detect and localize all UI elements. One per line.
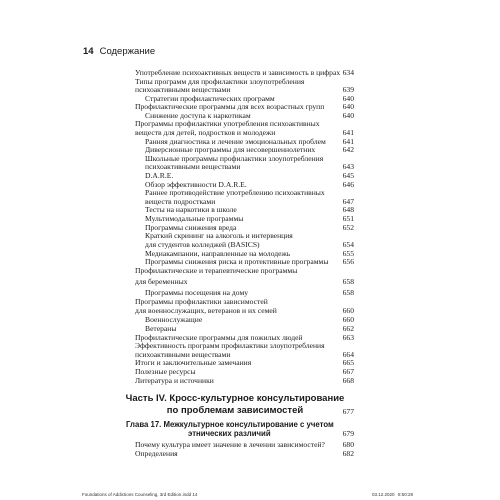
chapter-title-line1: Глава 17. Межкультурное консультирование с учетом [126,420,334,429]
toc-entry-page: 655 [342,249,354,258]
toc-entry-text: Итоги и заключительные замечания [135,358,252,367]
part-title-line2: по проблемам зависимостей [166,405,304,416]
toc-entry-text: Диверсионные программы для несовершеннолетних [145,145,316,154]
toc-entry-text: Военнослужащие [145,315,203,324]
toc-entry-page: 640 [342,94,354,103]
toc-entry-text: для студентов колледжей (BASICS) [145,240,260,249]
toc-entry-page: 640 [342,111,354,120]
toc-entry-page: 639 [342,85,354,94]
toc-entry-text: Программы профилактики употребления психоактивных [135,119,320,128]
toc-entry-page: 640 [342,102,354,111]
toc-entry-page: 646 [342,180,354,189]
toc-entry-page: 664 [342,350,354,359]
toc-entry-text: Употребление психоактивных веществ и зависимость в цифрах [135,68,341,77]
toc-entry-page: 663 [342,333,354,342]
toc-entry-page: 658 [342,277,354,286]
part-page: 677 [342,407,354,416]
toc-entry-page: 654 [342,240,354,249]
toc-entry-text: Программы снижения риска и протективные программы [145,257,329,266]
toc-entry-text: Медиакампании, направленные на молодежь [145,249,291,258]
toc-entry-text: Ранняя диагностика и лечение эмоциональных проблем [145,137,326,146]
toc-entry-text: Мультимодальные программы [145,214,244,223]
toc-entry-page: 682 [342,449,354,458]
toc-entry-text: Полезные ресурсы [135,367,196,376]
print-slug-time: 8:50:28 [398,492,414,497]
page-number: 14 [83,46,94,57]
toc-entry-text: Ветераны [145,324,177,333]
toc-entry-text: веществ для детей, подростков и молодежи [135,128,276,137]
toc-entry-text: Эффективность программ профилактики злоупотребления [135,341,325,350]
print-slug-date: 03.12.2020 [372,492,395,497]
toc-entry-text: Школьные программы профилактики злоупотребления [145,154,324,163]
toc-entry-page: 665 [342,358,354,367]
toc-entry-text: психоактивными веществами [135,85,231,94]
toc-entry-page: 642 [342,145,354,154]
running-header [83,46,155,57]
toc-entry-text: Определения [135,449,178,458]
toc-entry-text: Программы профилактики зависимостей [135,297,268,306]
toc-entry-text: Краткий скрининг на алкоголь и интервенция [145,231,293,240]
toc-entry-text: для военнослужащих, ветеранов и их семей [135,306,277,315]
toc-entry-page: 634 [342,68,354,77]
toc-entry-text: Программы снижения вреда [145,223,237,232]
toc-entry-page: 641 [342,128,354,137]
toc-entry-text: Тесты на наркотики в школе [145,205,237,214]
toc-entry-text: психоактивными веществами [135,350,231,359]
toc-entry-page: 643 [342,162,354,171]
toc-entry-text: Стратегии профилактических программ [145,94,275,103]
chapter-title-line2: этнических различий [188,429,271,438]
toc-entry-text: для беременных [135,277,188,286]
toc-entry-text: Профилактические программы для всех возрастных групп [135,102,325,111]
toc-entry-page: 647 [342,197,354,206]
chapter-page: 679 [342,429,354,438]
toc-entry-text: Почему культура имеет значение в лечении зависимостей? [135,440,325,449]
toc-entry-text: психоактивными веществами [145,162,241,171]
toc-entry-text: Обзор эффективности D.A.R.E. [145,180,247,189]
print-slug-file: Foundations of Addictions Counseling, 3rd Edition.indd 14 [82,492,198,497]
toc-entry-text: Программы посещения на дому [145,288,249,297]
toc-entry-page: 662 [342,324,354,333]
toc-entry-text: Типы программ для профилактики злоупотребления [135,77,305,86]
toc-entry-text: Литература и источники [135,376,214,385]
toc-entry-text: Профилактические и терапевтические программы [135,266,298,275]
toc-entry-page: 652 [342,223,354,232]
toc-entry-text: веществ подростками [145,197,216,206]
toc-entry-page: 660 [342,315,354,324]
toc-entry-text: Профилактические программы для пожилых людей [135,333,303,342]
toc-entry-page: 667 [342,367,354,376]
toc-entry-page: 648 [342,205,354,214]
toc-entry-page: 658 [342,288,354,297]
toc-entry-text: Раннее противодействие употреблению психоактивных [145,188,325,197]
toc-entry-text: Снижение доступа к наркотикам [145,111,251,120]
toc-entry-page: 660 [342,306,354,315]
toc-entry-page: 645 [342,171,354,180]
toc-entry-page: 651 [342,214,354,223]
toc-entry-page: 680 [342,440,354,449]
part-title-line1: Часть IV. Кросс-культурное консультирование [125,393,345,404]
header-title: Содержание [99,46,156,57]
toc-entry-page: 641 [342,137,354,146]
toc-entry-text: D.A.R.E. [145,171,174,180]
toc-entry-page: 656 [342,257,354,266]
toc-entry-page: 668 [342,376,354,385]
